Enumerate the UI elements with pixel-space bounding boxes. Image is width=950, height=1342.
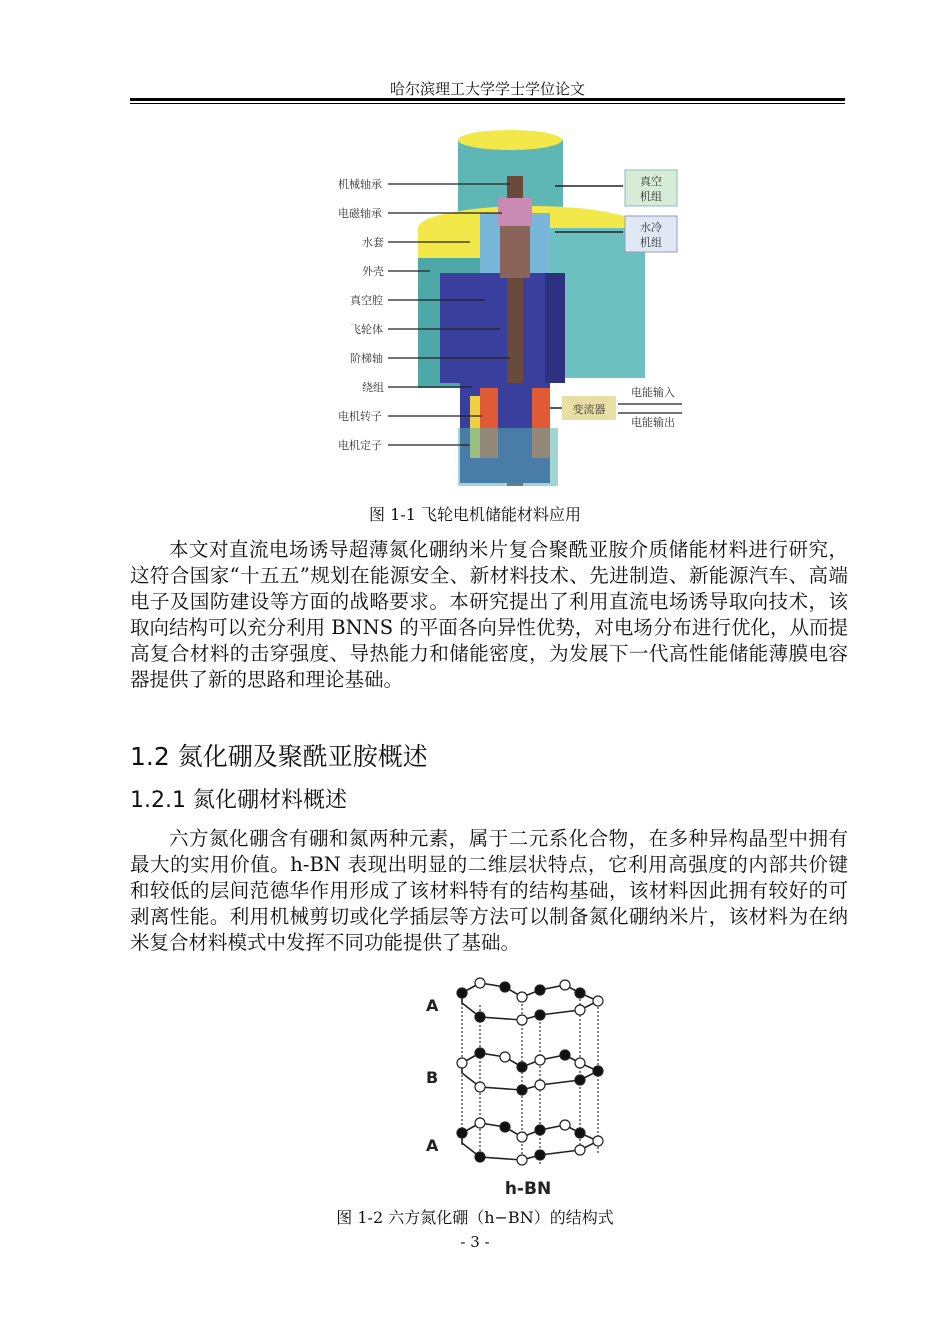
paragraph-2	[130, 826, 848, 956]
water-box-line2: 机组	[640, 236, 662, 249]
header-rule-thin	[130, 103, 845, 104]
label-em-bearing: 电磁轴承	[338, 207, 382, 220]
section-heading: 1.2 氮化硼及聚酰亚胺概述	[130, 742, 428, 771]
layer-label-b: B	[426, 1068, 439, 1087]
power-out-label: 电能输出	[631, 416, 675, 429]
label-vacuum-chamber: 真空腔	[350, 294, 383, 307]
power-in-label: 电能输入	[631, 386, 675, 399]
layer-label-a-top: A	[426, 996, 439, 1015]
hbn-structure-figure	[410, 975, 620, 1200]
label-stepped-shaft: 阶梯轴	[350, 352, 383, 365]
water-box-line1: 水冷	[640, 221, 662, 234]
page-number: - 3 -	[460, 1233, 490, 1251]
paragraph-1-text: 本文对直流电场诱导超薄氮化硼纳米片复合聚酰亚胺介质储能材料进行研究，这符合国家“十五五”规划在能源安全、新材料技术、先进制造、新能源汽车、高端电子及国防建设等方面的战略要求。本研究提出了利用直流电场诱导取向技术，该取向结构可以充分利用 BNNS 的平面各向异性优势，对电场分布进行优化，从而提高复合材料的击穿强度、导热能力和储能密度，为发展下一代高性能储能薄膜电容器提供了新的思路和理论基础。	[130, 538, 848, 691]
running-header: 哈尔滨理工大学学士学位论文	[389, 80, 585, 98]
paragraph-2-text: 六方氮化硼含有硼和氮两种元素，属于二元系化合物，在多种异构晶型中拥有最大的实用价值。h-BN 表现出明显的二维层状特点，它利用高强度的内部共价键和较低的层间范德华作用形成了该材料特有的结构基础，该材料因此拥有较好的可剥离性能。利用机械剪切或化学插层等方法可以制备氮化硼纳米片，该材料为在纳米复合材料模式中发挥不同功能提供了基础。	[130, 827, 848, 954]
vacuum-box-line1: 真空	[640, 175, 662, 188]
hbn-figure-title: h-BN	[504, 1179, 552, 1199]
paragraph-1	[130, 537, 848, 693]
header-rule-thick	[130, 98, 845, 101]
figure1-caption: 图 1-1 飞轮电机储能材料应用	[369, 505, 581, 524]
figure2-caption: 图 1-2 六方氮化硼（h−BN）的结构式	[336, 1208, 614, 1227]
label-stator: 电机定子	[338, 439, 382, 452]
label-rotor: 电机转子	[338, 410, 382, 423]
label-water-jacket: 水套	[362, 236, 384, 249]
converter-label: 变流器	[572, 403, 606, 416]
flywheel-figure	[330, 128, 690, 498]
label-flywheel: 飞轮体	[350, 323, 383, 336]
subsection-heading: 1.2.1 氮化硼材料概述	[130, 788, 347, 813]
label-mech-bearing: 机械轴承	[338, 178, 382, 191]
label-shell: 外壳	[362, 265, 384, 278]
vacuum-box-line2: 机组	[640, 190, 662, 203]
label-winding: 绕组	[362, 381, 384, 394]
layer-label-a-bottom: A	[426, 1136, 439, 1155]
